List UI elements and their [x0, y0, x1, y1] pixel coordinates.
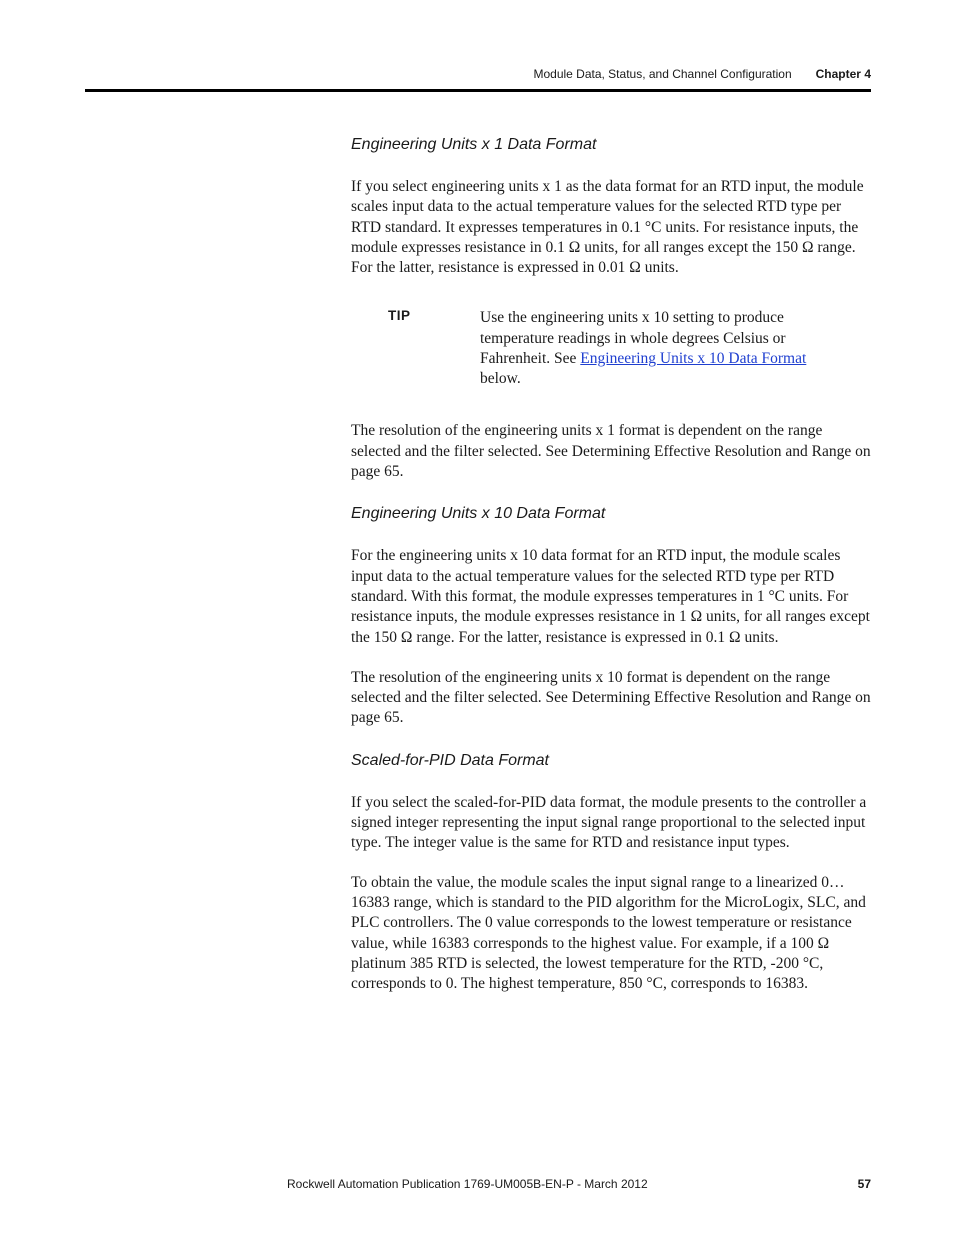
- tip-label: TIP: [388, 308, 411, 324]
- tip-text-after: below.: [480, 370, 521, 388]
- eu10-paragraph-1: For the engineering units x 10 data format for an RTD input, the module scales input data to the actual temperature values for the selected RTD type per RTD standard. With this format, the module expresses temperatures in 1 °C units. For resistance inputs, the module expresses resistance in 1 Ω units, for all ranges except the 150 Ω range. For the latter, resistance is expressed in 0.1 Ω units.: [351, 547, 870, 646]
- tip-box: [351, 308, 871, 388]
- eu10-paragraph-2: The resolution of the engineering units x 10 format is dependent on the range selected and the filter selected. See Determining Effective Resolution and Range on page 65.: [351, 668, 871, 727]
- header-section-title: Module Data, Status, and Channel Configuration: [533, 67, 792, 81]
- tip-link-eu10[interactable]: Engineering Units x 10 Data Format: [580, 350, 807, 368]
- heading-eu1: Engineering Units x 1 Data Format: [351, 136, 597, 153]
- footer-publication: Rockwell Automation Publication 1769-UM005B-EN-P - March 2012: [287, 1177, 648, 1191]
- page-header: [85, 66, 871, 82]
- heading-eu10: Engineering Units x 10 Data Format: [351, 505, 606, 523]
- page-content: [351, 133, 871, 994]
- heading-pid: Scaled-for-PID Data Format: [351, 751, 549, 769]
- header-chapter: Chapter 4: [815, 67, 871, 81]
- pid-paragraph-1: If you select the scaled-for-PID data format, the module presents to the controller a signed integer representing the input signal range proportional to the selected input type. The integer value is the same for RTD and resistance input types.: [351, 793, 867, 852]
- page-number: 57: [857, 1177, 871, 1191]
- tip-text: [480, 308, 840, 389]
- header-rule: [85, 89, 871, 92]
- tip-text-before: Use the engineering units x 10 setting to produce temperature readings in whole degrees Celsius or Fahrenheit. See: [480, 309, 786, 368]
- pid-paragraph-2: To obtain the value, the module scales the input signal range to a linearized 0…16383 range, which is standard to the PID algorithm for the MicroLogix, SLC, and PLC controllers. The 0 value corresponds to the lowest temperature or resistance value, while 16383 corresponds to the highest value. For example, if a 100 Ω platinum 385 RTD is selected, the lowest temperature for the RTD, -200 °C, corresponds to 0. The highest temperature, 850 °C, corresponds to 16383.: [351, 873, 866, 993]
- eu1-paragraph-1: If you select engineering units x 1 as the data format for an RTD input, the module scales input data to the actual temperature values for the selected RTD type per RTD standard. It expresses temperatures in 0.1 °C units. For resistance inputs, the module expresses resistance in 0.1 Ω units, for all ranges except the 150 Ω range. For the latter, resistance is expressed in 0.01 Ω units.: [351, 178, 864, 277]
- page-footer: [85, 1176, 871, 1192]
- eu1-paragraph-2: The resolution of the engineering units x 1 format is dependent on the range selected and the filter selected. See Determining Effective Resolution and Range on page 65.: [351, 422, 871, 481]
